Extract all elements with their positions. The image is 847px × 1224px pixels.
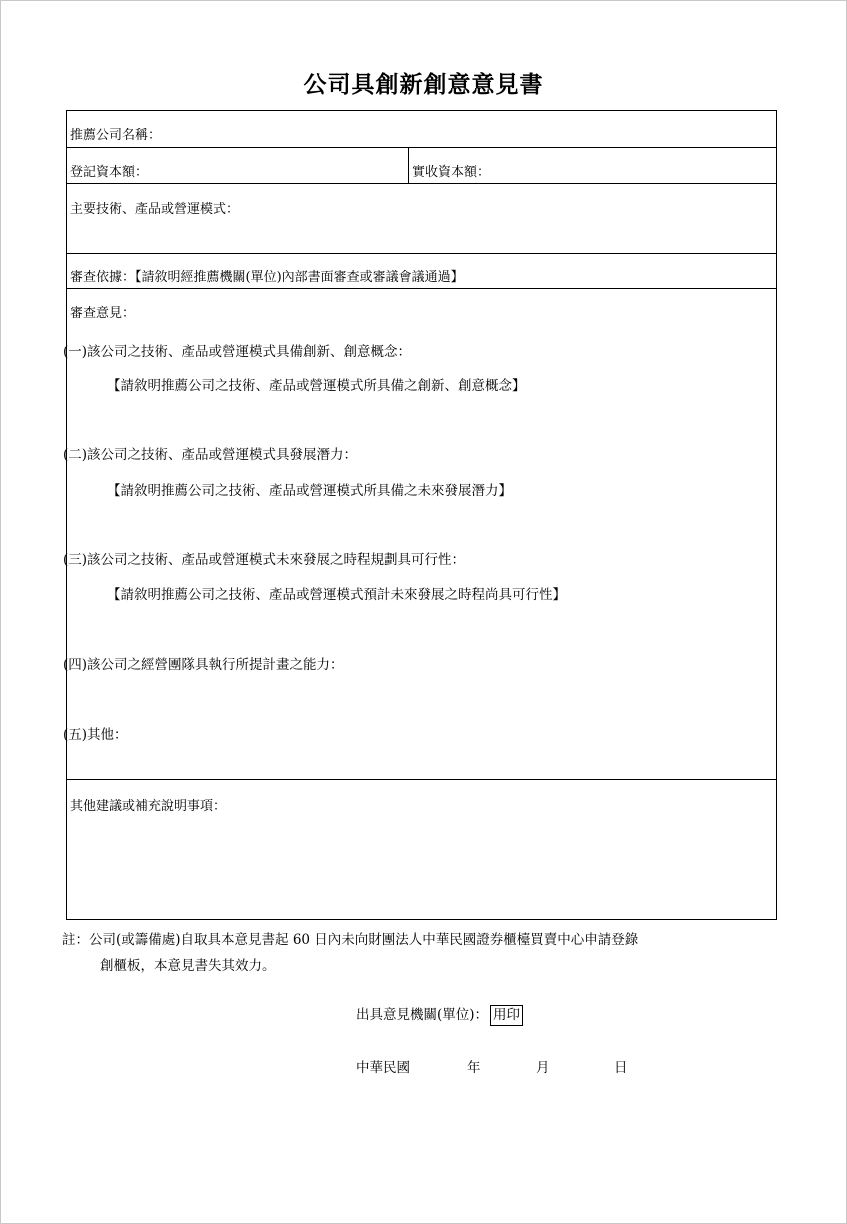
issuer-line xyxy=(356,1003,523,1026)
note-line-1: 註：公司(或籌備處)自取具本意見書起 60 日內未向財團法人中華民國證券櫃檯買賣中心申請登錄 xyxy=(62,932,639,948)
row-review-basis xyxy=(67,254,776,289)
row-review-opinion xyxy=(63,289,776,780)
opinion-1-hint: 【請敘明推薦公司之技術、產品或營運模式所具備之創新、創意概念】 xyxy=(107,378,526,394)
opinion-5-heading: (五)其他： xyxy=(63,727,128,743)
date-year: 年 xyxy=(467,1060,481,1076)
company-name-label: 推薦公司名稱： xyxy=(70,128,162,143)
main-technology-label: 主要技術、產品或營運模式： xyxy=(70,202,240,217)
date-day: 日 xyxy=(614,1060,628,1076)
row-company-name xyxy=(67,111,776,148)
registered-capital-label: 登記資本額： xyxy=(70,165,149,180)
review-basis-label: 審查依據：【請敘明經推薦機關(單位)內部書面審查或審議會議通過】 xyxy=(70,270,464,285)
document-title: 公司具創新創意意見書 xyxy=(303,71,544,98)
paid-in-capital-label: 實收資本額： xyxy=(412,165,491,180)
opinion-1-heading: (一)該公司之技術、產品或營運模式具備創新、創意概念： xyxy=(63,344,412,360)
date-month: 月 xyxy=(536,1060,550,1076)
other-suggestions-label: 其他建議或補充說明事項： xyxy=(70,799,227,814)
opinion-form-table xyxy=(63,110,777,920)
issuer-label: 出具意見機關(單位)： xyxy=(356,1007,489,1023)
opinion-4-heading: (四)該公司之經營團隊具執行所提計畫之能力： xyxy=(63,657,344,673)
note-line-2: 創櫃板，本意見書失其效力。 xyxy=(100,958,276,974)
row-capital xyxy=(67,148,776,184)
opinion-2-hint: 【請敘明推薦公司之技術、產品或營運模式所具備之未來發展潛力】 xyxy=(107,483,512,499)
capital-divider xyxy=(408,148,409,183)
opinion-2-heading: (二)該公司之技術、產品或營運模式具發展潛力： xyxy=(63,447,358,463)
seal-box: 用印 xyxy=(490,1005,523,1026)
opinion-3-hint: 【請敘明推薦公司之技術、產品或營運模式預計未來發展之時程尚具可行性】 xyxy=(107,587,566,603)
review-opinion-label: 審查意見： xyxy=(70,306,136,321)
opinion-3-heading: (三)該公司之技術、產品或營運模式未來發展之時程規劃具可行性： xyxy=(63,552,466,568)
date-era: 中華民國 xyxy=(356,1060,410,1076)
row-main-technology xyxy=(67,184,776,254)
validity-note xyxy=(62,927,787,979)
row-other-suggestions xyxy=(67,780,776,919)
